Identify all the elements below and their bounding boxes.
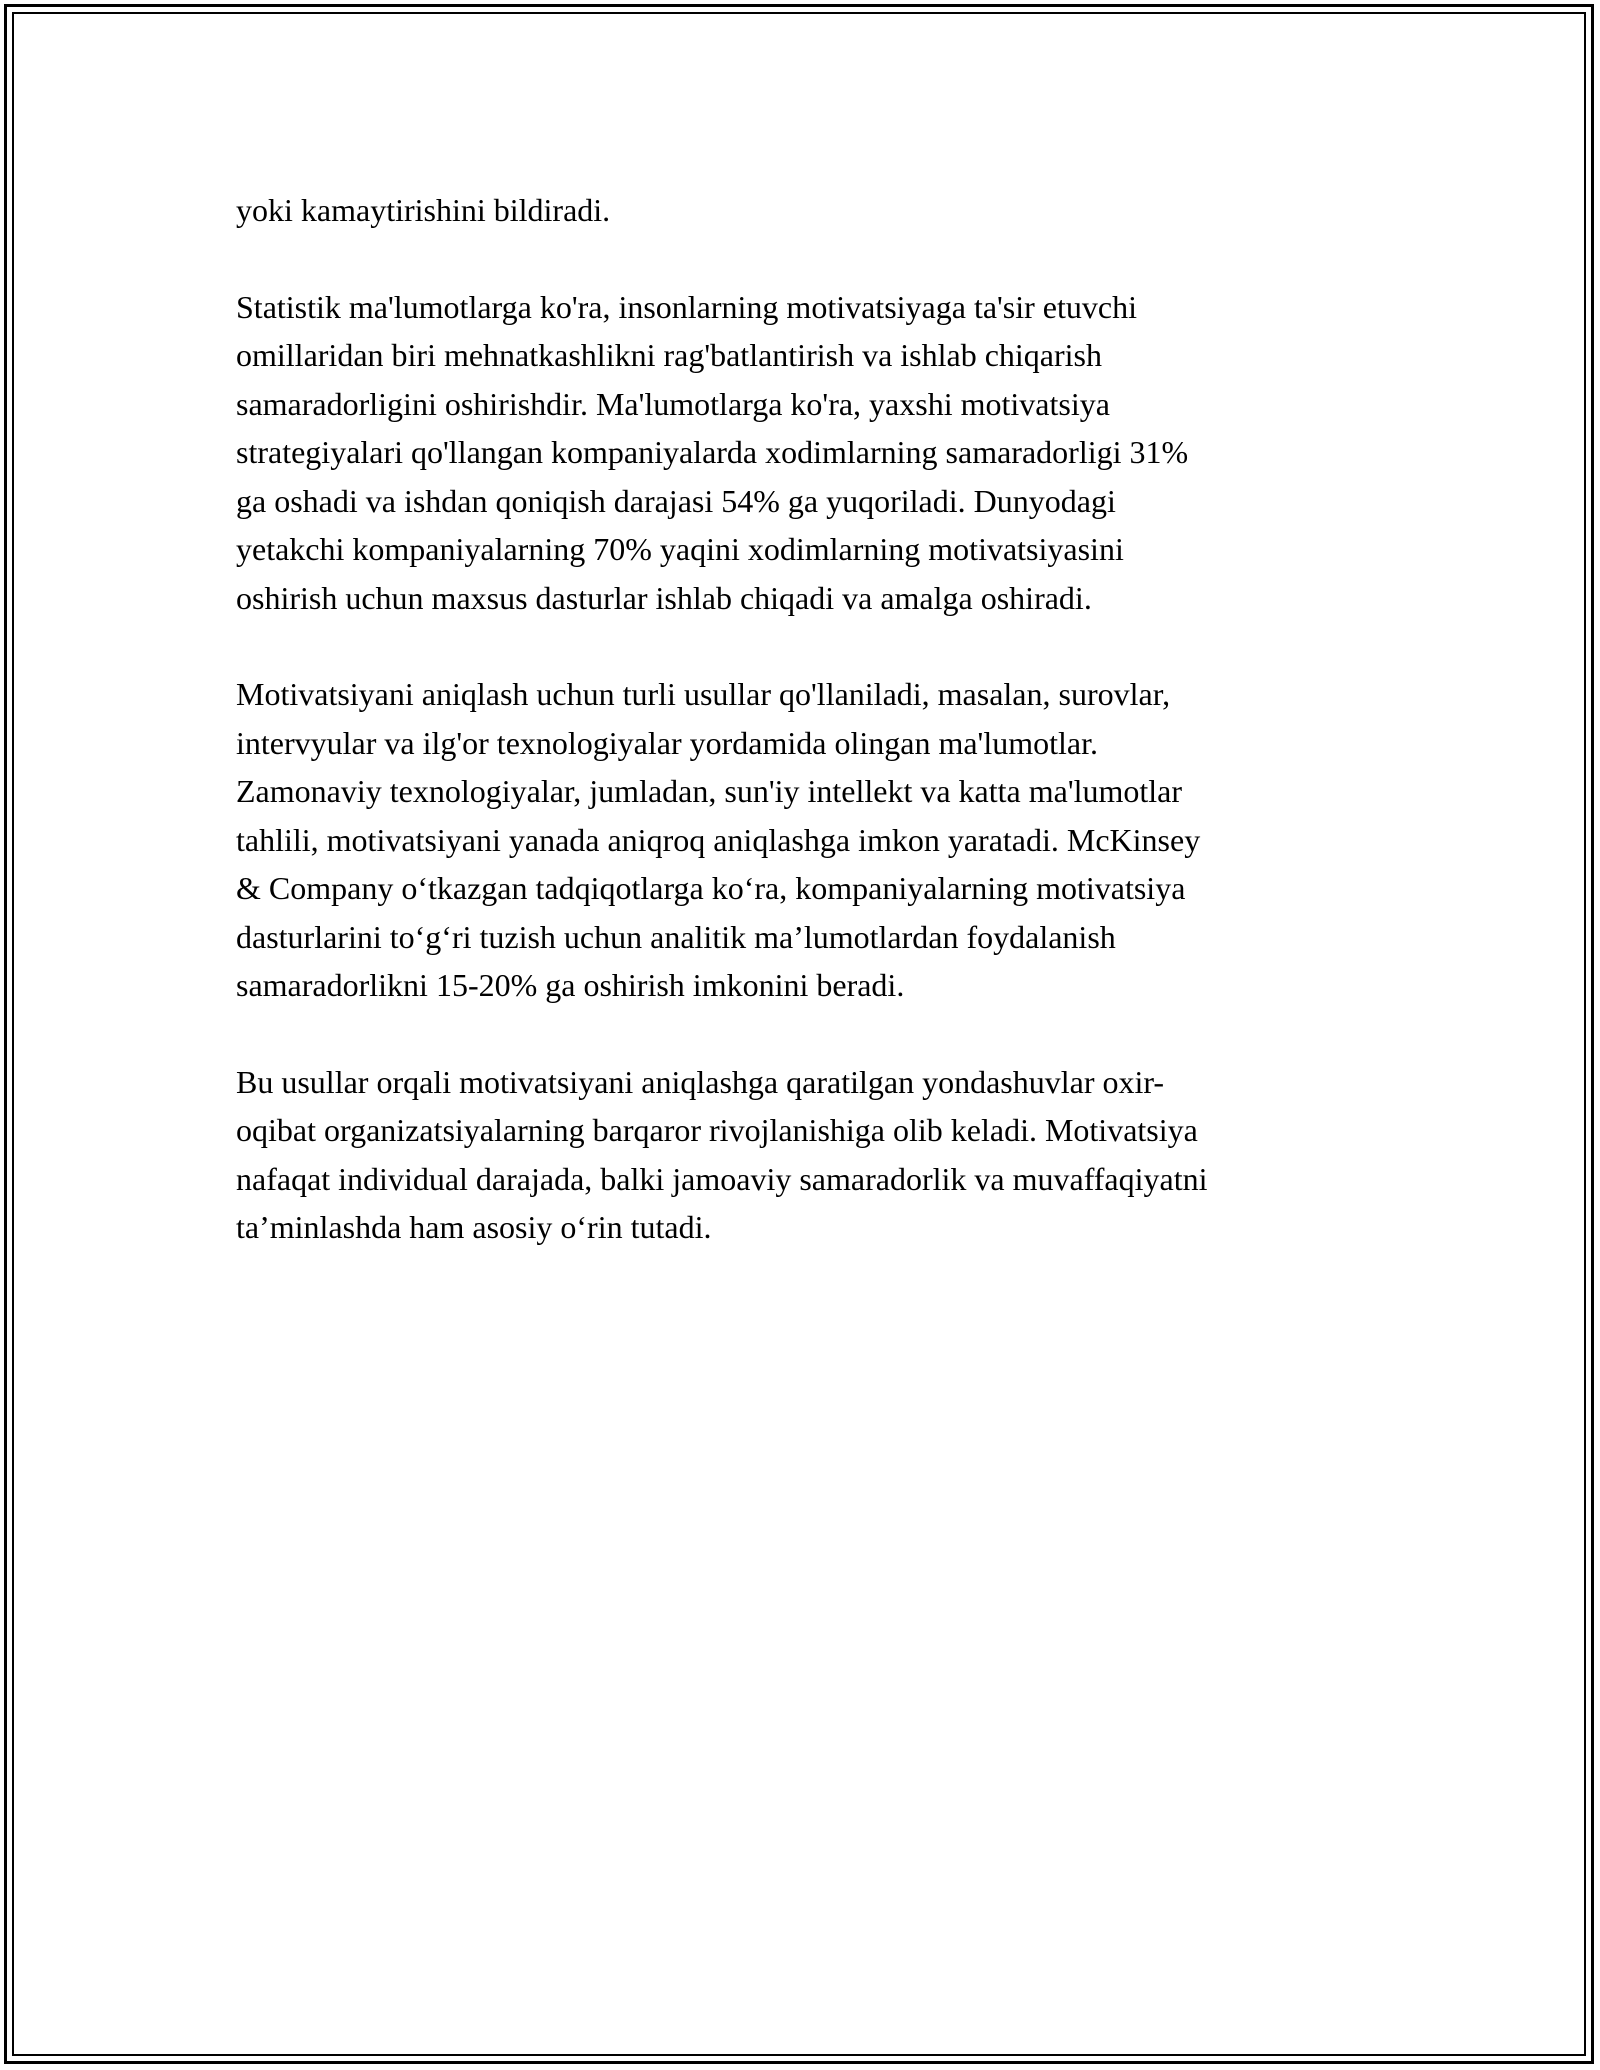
paragraph-continuation: yoki kamaytirishini bildiradi. bbox=[236, 192, 611, 228]
paragraph-conclusion: Bu usullar orqali motivatsiyani aniqlashga qaratilgan yondashuvlar oxir- oqibat organizatsiyalarning barqaror rivojlanishiga olib keladi. Motivatsiya nafaqat individual darajada, balki jamoaviy samaradorlik va muvaffaqiyatni ta’minlashda ham asosiy o‘rin tutadi. bbox=[236, 1063, 1208, 1245]
document-body bbox=[236, 186, 1376, 1300]
paragraph-statistics: Statistik ma'lumotlarga ko'ra, insonlarning motivatsiyaga ta'sir etuvchi omillaridan biri mehnatkashlikni rag'batlantirish va ishlab chiqarish samaradorligini oshirishdir. Ma'lumotlarga ko'ra, yaxshi motivatsiya strategiyalari qo'llangan kompaniyalarda xodimlarning samaradorligi 31% ga oshadi va ishdan qoniqish darajasi 54% ga yuqoriladi. Dunyodagi yetakchi kompaniyalarning 70% yaqini xodimlarning motivatsiyasini oshirish uchun maxsus dasturlar ishlab chiqadi va amalga oshiradi. bbox=[236, 288, 1189, 616]
paragraph-methods: Motivatsiyani aniqlash uchun turli usullar qo'llaniladi, masalan, surovlar, intervyular va ilg'or texnologiyalar yordamida olingan ma'lumotlar. Zamonaviy texnologiyalar, jumladan, sun'iy intellekt va katta ma'lumotlar tahlili, motivatsiyani yanada aniqroq aniqlashga imkon yaratadi. McKinsey & Company o‘tkazgan tadqiqotlarga ko‘ra, kompaniyalarning motivatsiya dasturlarini to‘g‘ri tuzish uchun analitik ma’lumotlardan foydalanish samaradorlikni 15-20% ga oshirish imkonini beradi. bbox=[236, 676, 1201, 1003]
